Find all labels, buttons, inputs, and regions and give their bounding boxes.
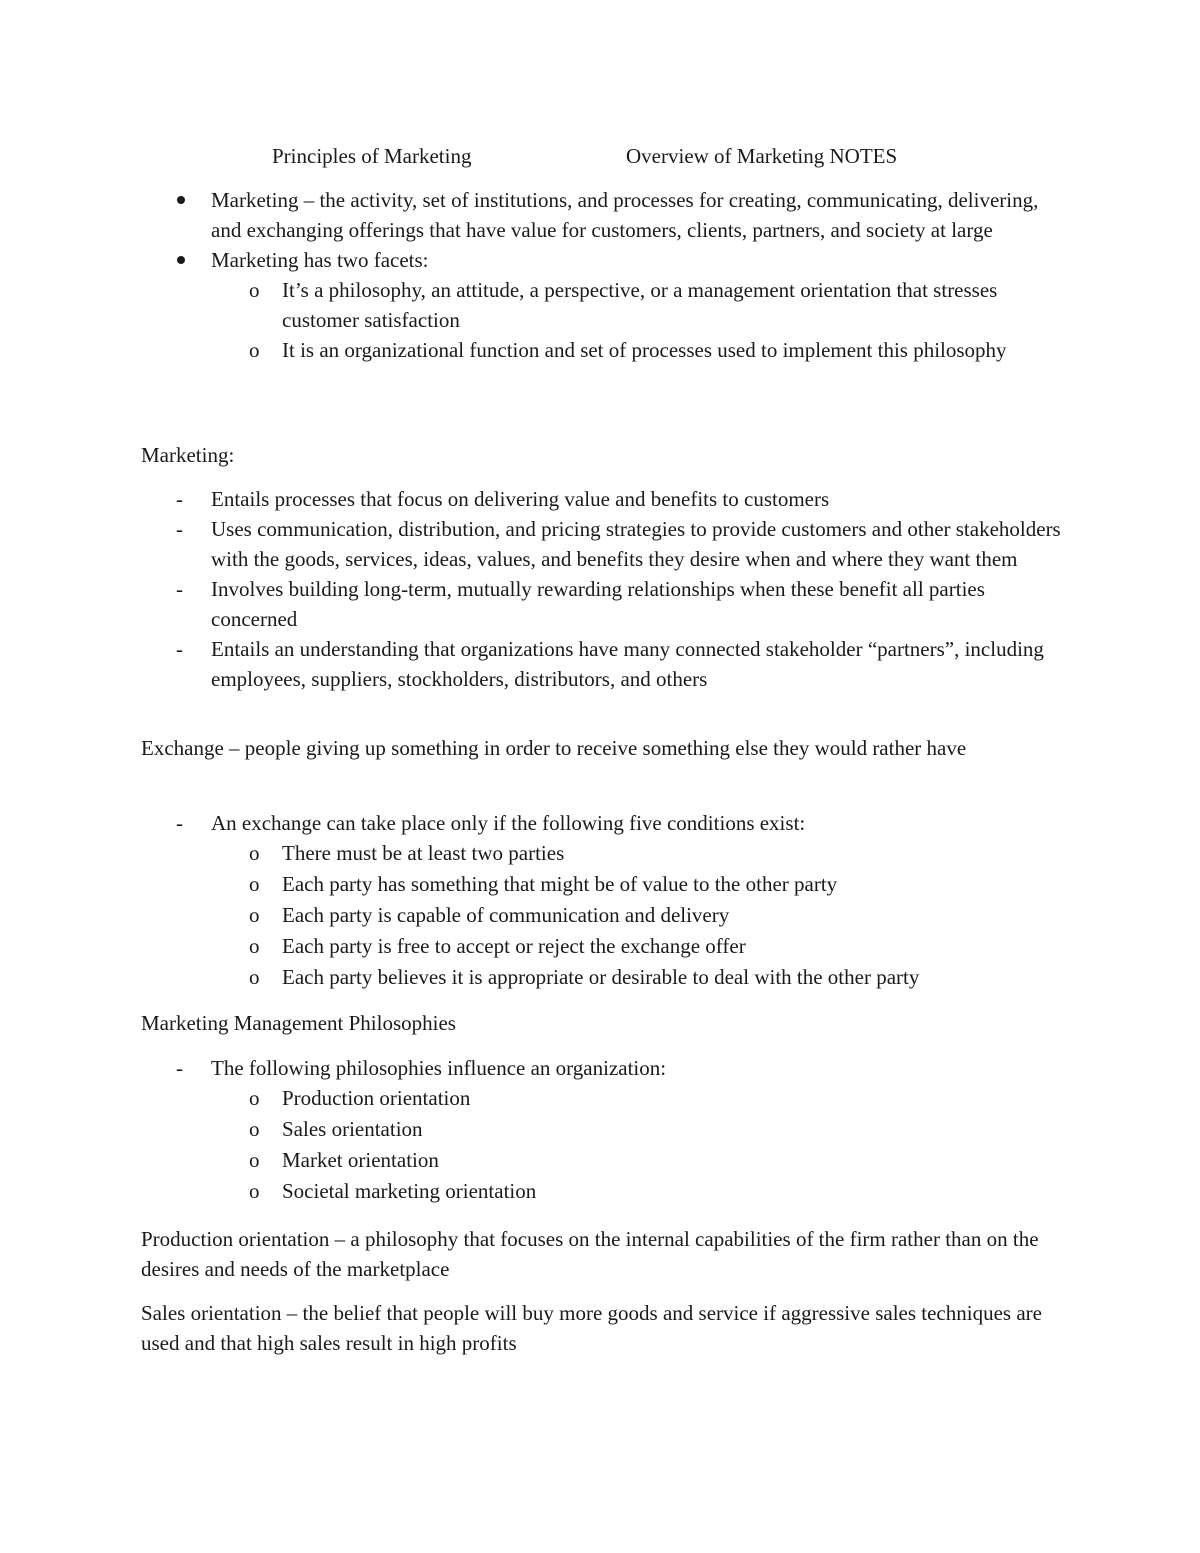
condition-item: o Each party is capable of communication and delivery <box>141 900 1061 930</box>
condition-item: o Each party has something that might be of value to the other party <box>141 869 1061 899</box>
philosophy-item: o Sales orientation <box>141 1114 1061 1144</box>
exchange-conditions <box>141 808 1061 992</box>
sales-orientation-definition: Sales orientation – the belief that people will buy more goods and service if aggressive sales techniques are used and that high sales result in high profits <box>141 1301 1042 1355</box>
facet-item: o It’s a philosophy, an attitude, a perspective, or a management orientation that stresses customer satisfaction <box>141 275 1061 335</box>
condition-item: o Each party is free to accept or reject the exchange offer <box>141 931 1061 961</box>
list-item: - Entails an understanding that organizations have many connected stakeholder “partners”, including employees, suppliers, stockholders, distributors, and others <box>141 634 1061 694</box>
bullet-marketing-definition: Marketing – the activity, set of institutions, and processes for creating, communicating, delivering, and exchanging offerings that have value for customers, clients, partners, and society at large <box>141 185 1061 245</box>
list-item: - Uses communication, distribution, and pricing strategies to provide customers and other stakeholders with the goods, services, ideas, values, and benefits they desire when and where they want them <box>141 514 1061 574</box>
exchange-lead: - An exchange can take place only if the following five conditions exist: <box>141 808 1061 838</box>
philosophy-item: o Production orientation <box>141 1083 1061 1113</box>
philosophies-list <box>141 1053 1061 1206</box>
philosophies-heading-block <box>141 1008 1061 1038</box>
philosophy-item: o Market orientation <box>141 1145 1061 1175</box>
exchange-definition: Exchange – people giving up something in order to receive something else they would rather have <box>141 736 967 760</box>
philosophy-item: o Societal marketing orientation <box>141 1176 1061 1206</box>
notes-title: Overview of Marketing NOTES <box>626 144 898 168</box>
facet-item: o It is an organizational function and set of processes used to implement this philosophy <box>141 335 1061 365</box>
course-title: Principles of Marketing <box>272 144 472 168</box>
marketing-list <box>141 484 1061 694</box>
condition-item: o There must be at least two parties <box>141 838 1061 868</box>
page-header <box>272 141 1072 171</box>
philosophies-heading: Marketing Management Philosophies <box>141 1011 456 1035</box>
marketing-heading: Marketing: <box>141 443 235 467</box>
marketing-section <box>141 440 1061 470</box>
bullet-two-facets: Marketing has two facets: <box>141 245 1061 275</box>
intro-bullets <box>141 185 1061 365</box>
production-orientation-definition: Production orientation – a philosophy that focuses on the internal capabilities of the firm rather than on the desires and needs of the marketplace <box>141 1227 1039 1281</box>
philosophies-lead: - The following philosophies influence an organization: <box>141 1053 1061 1083</box>
list-item: - Entails processes that focus on delivering value and benefits to customers <box>141 484 1061 514</box>
list-item: - Involves building long-term, mutually rewarding relationships when these benefit all parties concerned <box>141 574 1061 634</box>
condition-item: o Each party believes it is appropriate or desirable to deal with the other party <box>141 962 1061 992</box>
